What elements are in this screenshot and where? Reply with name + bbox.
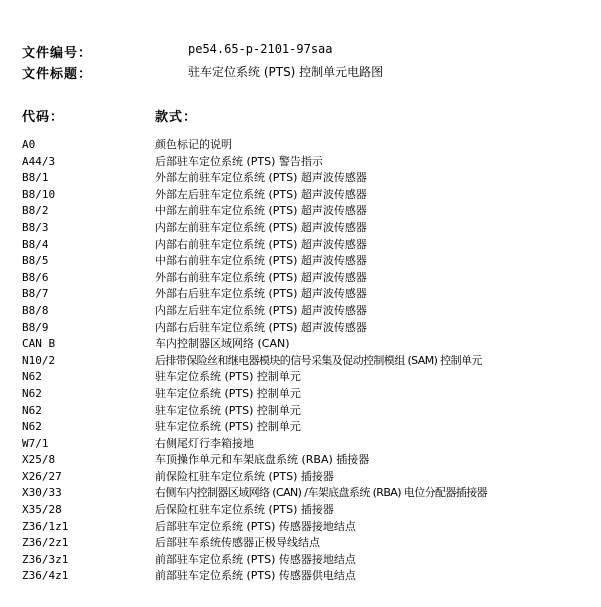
component-description: 车顶操作单元和车架底盘系统 (RBA) 插接器 xyxy=(155,453,370,467)
table-row xyxy=(22,203,597,220)
component-code: CAN B xyxy=(22,337,56,351)
component-code: A0 xyxy=(22,138,36,151)
component-description: 内部左后驻车定位系统 (PTS) 超声波传感器 xyxy=(155,303,367,317)
component-description: 驻车定位系统 (PTS) 控制单元 xyxy=(155,420,301,434)
component-description: 后保险杠驻车定位系统 (PTS) 插接器 xyxy=(155,503,334,517)
component-description: 前部驻车定位系统 (PTS) 传感器供电结点 xyxy=(155,569,356,583)
component-code: N62 xyxy=(22,420,42,434)
component-code: B8/7 xyxy=(22,287,49,301)
component-code: X25/8 xyxy=(22,453,56,467)
component-description: 内部左前驻车定位系统 (PTS) 超声波传感器 xyxy=(155,220,367,234)
component-code: N62 xyxy=(22,370,42,384)
description-column-header: 款式： xyxy=(155,110,198,125)
component-description: 后部驻车系统传感器正极导线结点 xyxy=(155,536,320,550)
table-row xyxy=(22,303,597,320)
component-table xyxy=(22,137,597,585)
table-header xyxy=(22,106,592,124)
component-description: 右侧尾灯行李箱接地 xyxy=(155,436,254,450)
component-description: 内部右前驻车定位系统 (PTS) 超声波传感器 xyxy=(155,237,367,251)
table-row xyxy=(22,137,597,154)
document-number-row xyxy=(22,42,592,60)
table-row xyxy=(22,154,597,171)
document-title-label: 文件标题： xyxy=(22,67,93,82)
component-description: 右侧车内控制器区域网络 (CAN) /车架底盘系统 (RBA) 电位分配器插接器 xyxy=(155,486,488,500)
component-code: B8/4 xyxy=(22,237,49,251)
document-number-value: pe54.65-p-2101-97saa xyxy=(188,42,333,56)
component-code: B8/10 xyxy=(22,187,56,201)
component-code: B8/2 xyxy=(22,204,49,218)
component-description: 外部左前驻车定位系统 (PTS) 超声波传感器 xyxy=(155,171,367,185)
table-row xyxy=(22,552,597,569)
table-row xyxy=(22,369,597,386)
table-row xyxy=(22,170,597,187)
component-code: B8/6 xyxy=(22,270,49,284)
component-code: Z36/2z1 xyxy=(22,536,69,550)
component-code: N62 xyxy=(22,386,42,400)
component-code: Z36/4z1 xyxy=(22,569,69,583)
table-row xyxy=(22,253,597,270)
component-description: 后部驻车定位系统 (PTS) 警告指示 xyxy=(155,154,323,168)
component-code: B8/8 xyxy=(22,303,49,317)
component-code: Z36/1z1 xyxy=(22,519,69,533)
component-description: 后部驻车定位系统 (PTS) 传感器接地结点 xyxy=(155,519,356,533)
table-row xyxy=(22,419,597,436)
component-code: X35/28 xyxy=(22,503,62,517)
component-code: B8/5 xyxy=(22,254,49,268)
document-title-row xyxy=(22,63,592,81)
component-description: 车内控制器区域网络 (CAN) xyxy=(155,337,290,351)
table-row xyxy=(22,535,597,552)
table-row xyxy=(22,469,597,486)
component-description: 前保险杠驻车定位系统 (PTS) 插接器 xyxy=(155,469,334,483)
component-code: N10/2 xyxy=(22,353,56,367)
table-row xyxy=(22,336,597,353)
table-row xyxy=(22,403,597,420)
table-row xyxy=(22,436,597,453)
table-row xyxy=(22,519,597,536)
component-code: A44/3 xyxy=(22,154,56,168)
component-code: X30/33 xyxy=(22,486,62,500)
table-row xyxy=(22,353,597,370)
table-row xyxy=(22,237,597,254)
component-code: Z36/3z1 xyxy=(22,552,69,566)
component-description: 颜色标记的说明 xyxy=(155,138,232,151)
component-code: X26/27 xyxy=(22,469,62,483)
component-description: 外部右前驻车定位系统 (PTS) 超声波传感器 xyxy=(155,270,367,284)
component-description: 内部右后驻车定位系统 (PTS) 超声波传感器 xyxy=(155,320,367,334)
component-code: B8/3 xyxy=(22,220,49,234)
table-row xyxy=(22,485,597,502)
component-code: B8/9 xyxy=(22,320,49,334)
table-row xyxy=(22,502,597,519)
table-row xyxy=(22,452,597,469)
component-description: 驻车定位系统 (PTS) 控制单元 xyxy=(155,386,301,400)
component-description: 驻车定位系统 (PTS) 控制单元 xyxy=(155,403,301,417)
table-row xyxy=(22,286,597,303)
component-description: 中部右前驻车定位系统 (PTS) 超声波传感器 xyxy=(155,254,367,268)
document-title-value: 驻车定位系统 (PTS) 控制单元电路图 xyxy=(188,65,384,79)
table-row xyxy=(22,386,597,403)
table-row xyxy=(22,320,597,337)
table-row xyxy=(22,187,597,204)
table-row xyxy=(22,220,597,237)
document-number-label: 文件编号： xyxy=(22,46,93,61)
component-description: 后排带保险丝和继电器模块的信号采集及促动控制模组 (SAM) 控制单元 xyxy=(155,353,482,367)
component-code: B8/1 xyxy=(22,171,49,185)
component-description: 驻车定位系统 (PTS) 控制单元 xyxy=(155,370,301,384)
component-description: 外部右后驻车定位系统 (PTS) 超声波传感器 xyxy=(155,287,367,301)
component-description: 前部驻车定位系统 (PTS) 传感器接地结点 xyxy=(155,552,356,566)
component-code: N62 xyxy=(22,403,42,417)
component-code: W7/1 xyxy=(22,436,49,450)
component-description: 外部左后驻车定位系统 (PTS) 超声波传感器 xyxy=(155,187,367,201)
code-column-header: 代码： xyxy=(22,110,65,125)
table-row xyxy=(22,270,597,287)
table-row xyxy=(22,568,597,585)
component-description: 中部左前驻车定位系统 (PTS) 超声波传感器 xyxy=(155,204,367,218)
